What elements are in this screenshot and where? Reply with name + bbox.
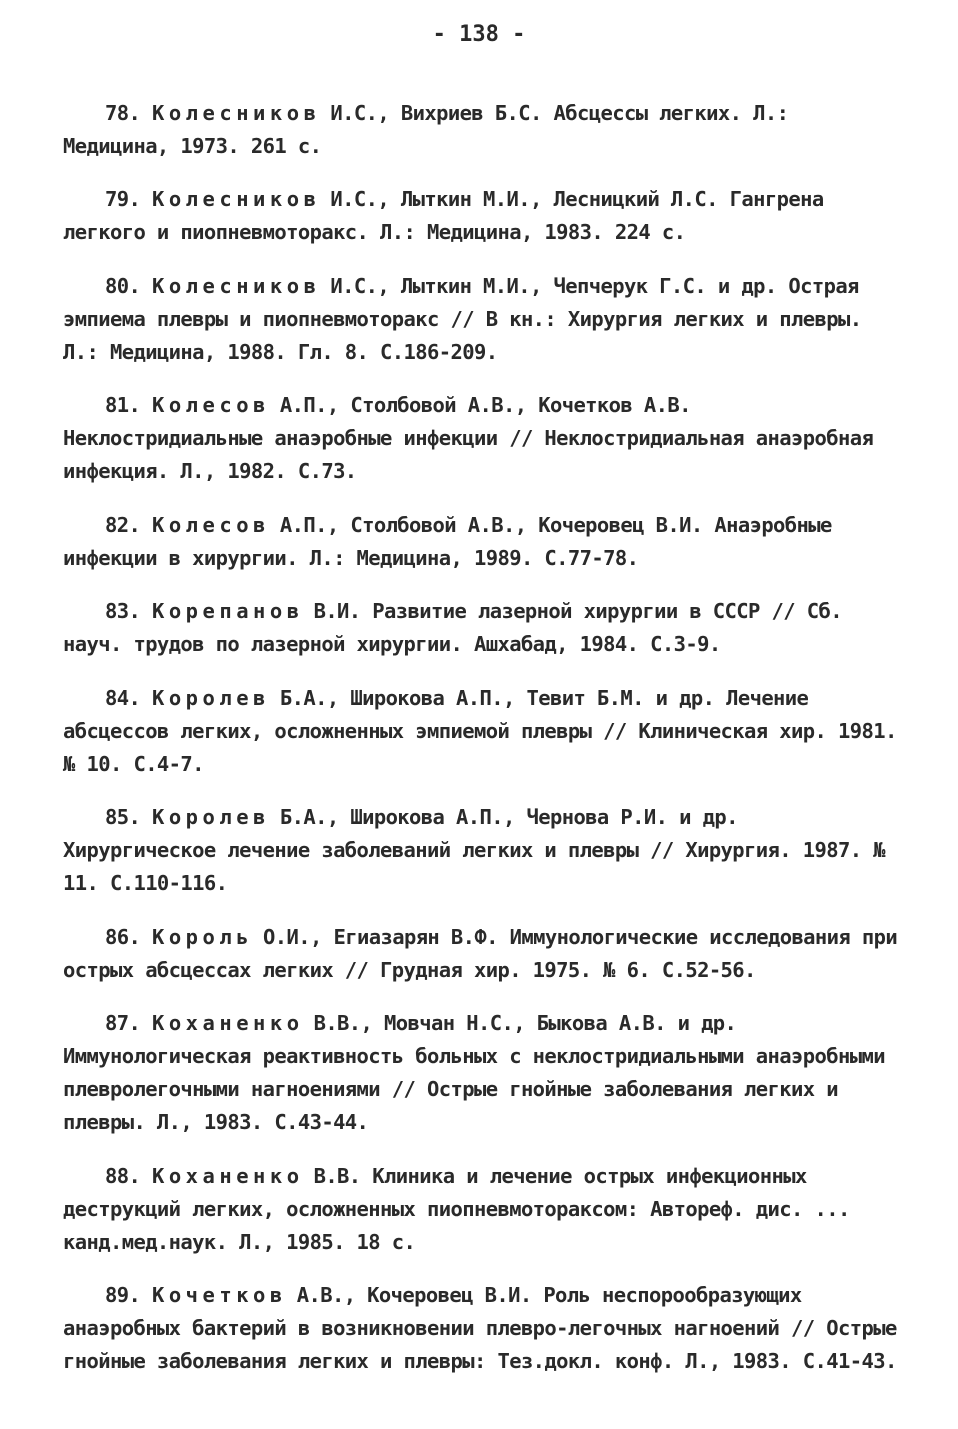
entry-text: А.П., Столбовой А.В., Кочетков А.В. Неклостридиальные анаэробные инфекции // Неклостридиальная анаэробная инфекция. Л., 1982. С.73. — [63, 393, 874, 483]
entry-number: 83. — [105, 599, 141, 623]
bibliography-entry — [63, 921, 901, 987]
bibliography-entry — [63, 1279, 901, 1378]
entry-number: 80. — [105, 273, 141, 298]
entry-text: Б.А., Широкова А.П., Чернова Р.И. и др. Хирургическое лечение заболеваний легких и плевры // Хирургия. 1987. № 11. С.110-116. — [63, 805, 885, 895]
entry-text: И.С., Вихриев Б.С. Абсцессы легких. Л.: Медицина, 1973. 261 с. — [63, 100, 789, 158]
entry-author: Король — [151, 924, 254, 949]
entry-number: 79. — [105, 187, 141, 211]
entry-author: Колесов — [151, 512, 270, 537]
entry-text: И.С., Лыткин М.И., Чепчерук Г.С. и др. Острая эмпиема плевры и пиопневмоторакс // В кн.: Хирургия легких и плевры. Л.: Медицина, 1988. Гл. 8. С.186-209. — [63, 273, 862, 364]
bibliography-entry — [63, 1160, 901, 1259]
bibliography-entry — [63, 97, 901, 163]
bibliography-entry — [63, 270, 901, 369]
bibliography-entry — [63, 1007, 901, 1139]
entry-author: Кочетков — [151, 1283, 287, 1307]
entry-text: В.В. Клиника и лечение острых инфекционных деструкций легких, осложненных пиопневмотораксом: Автореф. дис. ... канд.мед.наук. Л., 1985. 18 с. — [63, 1163, 850, 1254]
bibliography-entry — [63, 801, 901, 900]
bibliography-entry — [63, 389, 901, 488]
entry-text: И.С., Лыткин М.И., Лесницкий Л.С. Гангрена легкого и пиопневмоторакс. Л.: Медицина, 1983. 224 с. — [63, 187, 824, 244]
entry-text: О.И., Егиазарян В.Ф. Иммунологические исследования при острых абсцессах легких // Грудная хир. 1975. № 6. С.52-56. — [63, 924, 898, 982]
entry-text: А.В., Кочеровец В.И. Роль неспорообразующих анаэробных бактерий в возникновении плевро-легочных нагноений // Острые гнойные заболевания легких и плевры: Тез.докл. конф. Л., 1983. С.41-43. — [63, 1283, 897, 1373]
entry-author: Королев — [151, 685, 270, 710]
entry-text: Б.А., Широкова А.П., Тевит Б.М. и др. Лечение абсцессов легких, осложненных эмпиемой плевры // Клиническая хир. 1981. № 10. С.4-7. — [63, 685, 897, 776]
entry-number: 82. — [105, 512, 141, 537]
entry-number: 89. — [105, 1283, 141, 1307]
entry-author: Корепанов — [151, 599, 304, 623]
bibliography-entry — [63, 183, 901, 249]
entry-text: В.В., Мовчан Н.С., Быкова А.В. и др. Иммунологическая реактивность больных с неклостридиальными анаэробными плевролегочными нагноениями // Острые гнойные заболевания легких и плевры. Л., 1983. С.43-44. — [63, 1011, 885, 1134]
entry-number: 86. — [105, 924, 141, 949]
bibliography-entry — [63, 595, 901, 661]
entry-number: 88. — [105, 1163, 141, 1188]
bibliography-list — [63, 76, 901, 1394]
entry-number: 81. — [105, 393, 141, 417]
entry-number: 87. — [105, 1011, 141, 1035]
entry-author: Коханенко — [151, 1163, 304, 1188]
entry-number: 84. — [105, 685, 141, 710]
bibliography-entry — [63, 509, 901, 575]
entry-author: Королев — [151, 805, 270, 829]
entry-author: Колесов — [151, 393, 270, 417]
entry-text: А.П., Столбовой А.В., Кочеровец В.И. Анаэробные инфекции в хирургии. Л.: Медицина, 1989. С.77-78. — [63, 512, 832, 570]
entry-author: Колесников — [151, 273, 321, 298]
entry-author: Колесников — [151, 100, 321, 125]
entry-number: 85. — [105, 805, 141, 829]
page-number: - 138 - — [432, 22, 526, 47]
entry-author: Колесников — [151, 187, 321, 211]
entry-text: В.И. Развитие лазерной хирургии в СССР // Сб. науч. трудов по лазерной хирургии. Ашхабад, 1984. С.3-9. — [63, 599, 842, 656]
entry-author: Коханенко — [151, 1011, 304, 1035]
entry-number: 78. — [105, 100, 141, 125]
bibliography-entry — [63, 682, 901, 781]
